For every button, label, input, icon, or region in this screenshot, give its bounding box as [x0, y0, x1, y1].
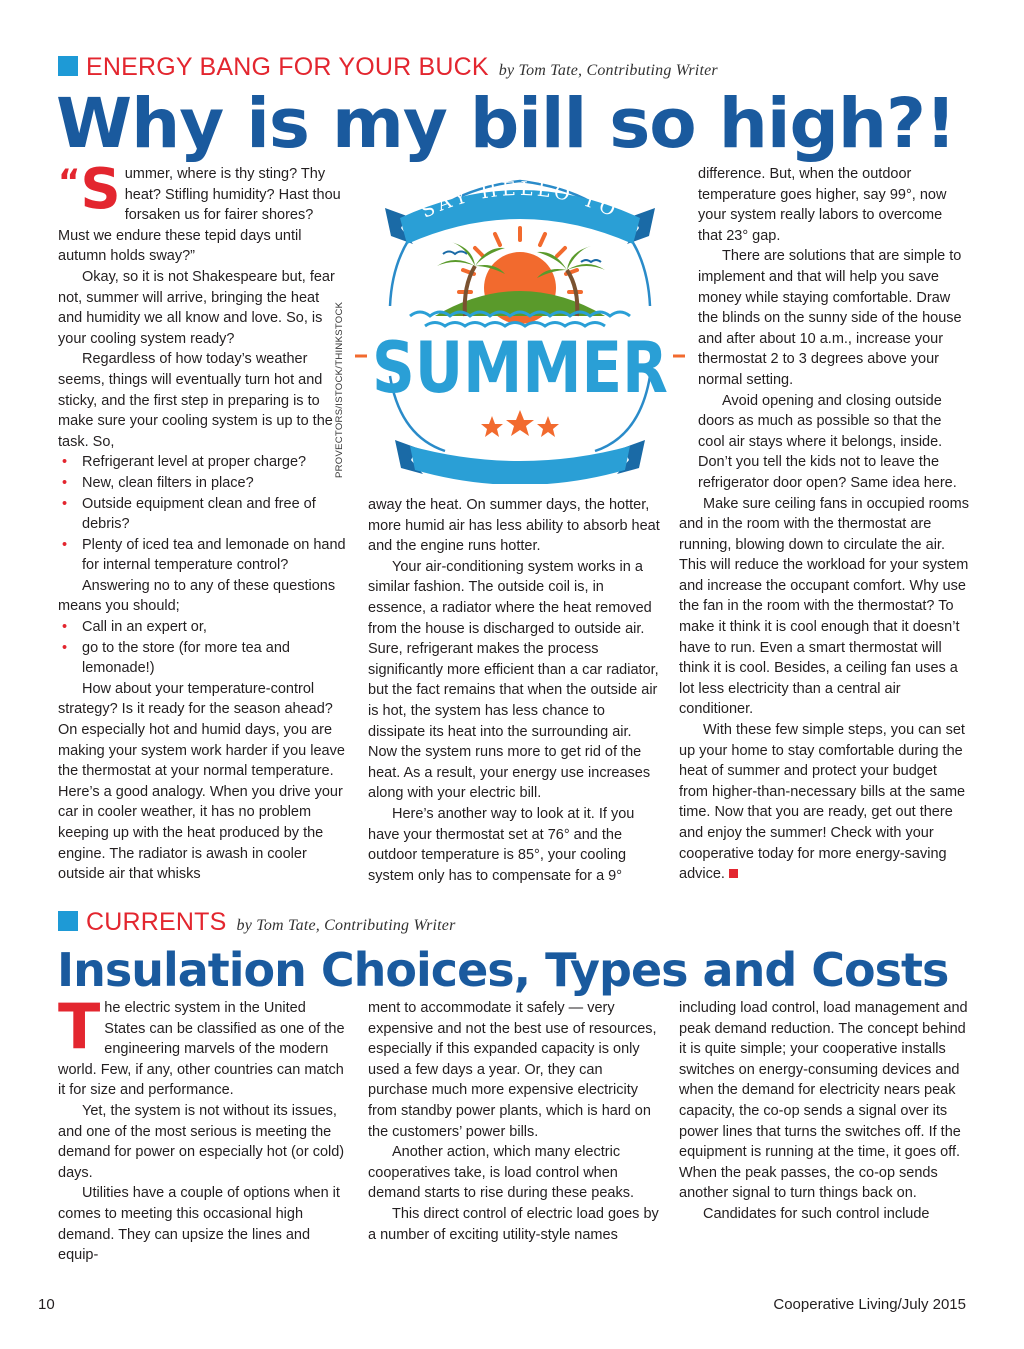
article2-dropcap: T [58, 990, 101, 1063]
article1-dropcap: “S [58, 157, 121, 222]
article2-paragraph: Utilities have a couple of options when it comes to meeting this occasional high demand. They can upsize the lines and equip- [58, 1185, 340, 1264]
stars-icon [481, 410, 559, 437]
page-number: 10 [38, 1296, 55, 1313]
article1-paragraph: Make sure ceiling fans in occupied rooms and in the room with the thermostat are running, blowing down to circulate the air. This will reduce the workload for your system and increase the occupant comfort. Why use the fan in the room with the thermostat? To make it think it is cool enough that it doesn’t have to run. Even a smart thermostat will think it is cool. Besides, a ceiling fan uses a lot less electricity than a central air conditioner. [679, 495, 969, 718]
article2-paragraph: Another action, which many electric cooperatives take, is load control when demand starts to rise during these peaks. [368, 1144, 634, 1202]
bird-icon [443, 252, 467, 255]
article2-paragraph: ment to accommodate it safely — very expensive and not the best use of resources, especially if this expanded capacity is only used a few days a year. Or, they can purchase much more expensive electricity from standby power plants, which is hard on the customers’ power bills. [368, 1000, 657, 1140]
article2-headline: Insulation Choices, Types and Costs [57, 943, 949, 997]
article1-paragraph: Regardless of how today’s weather seems, things will eventually turn hot and sticky, and the first step in preparing is to make sure your cooling system is up to the task. So, [58, 351, 333, 450]
article2-column-3 [679, 998, 969, 1225]
article2-paragraph: Candidates for such control include [703, 1205, 930, 1222]
list-item: • New, clean filters in place? [58, 473, 346, 494]
article1-kicker [58, 53, 718, 82]
list-item: • go to the store (for more tea and lemonade!) [58, 638, 346, 679]
say-hello-to-summer-illustration [355, 166, 685, 484]
article1-paragraph: Answering no to any of these questions means you should; [58, 577, 336, 615]
article1-paragraph: Okay, so it is not Shakespeare but, fear not, summer will arrive, bringing the heat and humidity we all know and love. So, is your cooling system ready? [58, 268, 335, 347]
end-mark-icon [729, 869, 738, 878]
section-square-icon [58, 911, 78, 931]
list-item: • Outside equipment clean and free of debris? [58, 494, 346, 535]
article1-intro-paragraph: “S ummer, where is thy sting? Thy heat? Stifling humidity? Hast thou forsaken us for fairer shores? Must we endure these tepid days until autumn holds sway?” [58, 157, 341, 265]
article2-kicker [58, 908, 456, 937]
article1-byline: by Tom Tate, Contributing Writer [498, 62, 718, 79]
article1-paragraph: How about your temperature-control strategy? Is it ready for the season ahead? On especially hot and humid days, you are making your system work harder if you leave the thermostat at your normal temperature. Here’s a good analogy. When you drive your car in cooler weather, it has no problem keeping up with the heat produced by the engine. The radiator is awash in cooler outside air that whisks [58, 680, 345, 883]
article1-paragraph: Your air-conditioning system works in a similar fashion. The outside coil is, in essence, a radiator where the heat removed from the house is discharged to outside air. Sure, refrigerant makes the process significantly more efficient than a car radiator, but the fact remains that when the outside air is hot, the system has less chance to dissipate its heat into the surrounding air. Now the system runs more to get rid of the heat. As a result, your energy use increases along with your electric bill. [368, 558, 659, 802]
bird-icon [581, 260, 601, 262]
article1-checklist [58, 452, 346, 576]
article1-column-1 [58, 157, 346, 885]
article1-paragraph: There are solutions that are simple to implement and that will help you save money while staying comfortable. Draw the blinds on the sunny side of the house and after about 10 a.m., increase your thermostat 2 to 3 degrees above your normal setting. [698, 248, 962, 388]
bottom-banner [410, 446, 630, 484]
article1-paragraph: away the heat. On summer days, the hotter, more humid air has less ability to absorb heat and the engine runs hotter. [368, 497, 660, 555]
article1-paragraph: Here’s another way to look at it. If you have your thermostat set at 76° and the outdoor temperature is 85°, your cooling system only has to compensate for a 9° [368, 805, 635, 884]
list-item: • Refrigerant level at proper charge? [58, 452, 346, 473]
image-credit: PROVECTORS/ISTOCK/THINKSTOCK [334, 301, 345, 478]
list-item: • Plenty of iced tea and lemonade on hand for internal temperature control? [58, 535, 346, 576]
article1-paragraph: Avoid opening and closing outside doors as much as possible so that the cool air stays where it belongs, inside. Don’t you tell the kids not to leave the refrigerator door open? Same idea here. [698, 392, 957, 491]
article2-paragraph: including load control, load management and peak demand reduction. The concept behind it is quite simple; your cooperative installs switches on energy-consuming devices and when the demand for electricity nears peak capacity, the co-op sends a signal over its power lines that turns the switches off. If the equipment is running at the time, it goes off. When the peak passes, the co-op sends another signal to turn things back on. [679, 1000, 968, 1202]
article1-action-list [58, 617, 346, 679]
article2-section-label: CURRENTS [86, 908, 227, 936]
article1-headline: Why is my bill so high?! [56, 84, 956, 164]
article2-column-1 [58, 990, 346, 1266]
article1-column-3 [679, 164, 969, 885]
section-square-icon [58, 56, 78, 76]
article2-paragraph: This direct control of electric load goes by a number of exciting utility-style names [368, 1205, 659, 1243]
list-item: • Call in an expert or, [58, 617, 346, 638]
article2-paragraph: Yet, the system is not without its issues, and one of the most serious is meeting the demand for power on especially hot (or cold) days. [58, 1102, 345, 1181]
article1-column-2 [368, 495, 660, 886]
summer-word: SUMMER [372, 327, 668, 409]
article2-intro-paragraph: The electric system in the United States can be classified as one of the engineering marvels of the modern world. Few, if any, other countries can match it for size and performance. [58, 990, 345, 1099]
article1-closing-paragraph: With these few simple steps, you can set up your home to stay comfortable during the heat of summer and protect your budget from higher-than-necessary bills at the same time. Now that you are ready, get out there and enjoy the summer! Check with your cooperative today for more energy-saving advice. [679, 722, 966, 883]
wave-line [425, 323, 605, 327]
article1-paragraph: difference. But, when the outdoor temperature goes higher, say 99°, now your system really labors to overcome that 23° gap. [698, 166, 947, 244]
banner-text: SAY HELLO TO [417, 177, 623, 223]
publication-footer: Cooperative Living/July 2015 [773, 1296, 966, 1313]
article2-byline: by Tom Tate, Contributing Writer [236, 917, 456, 934]
article1-section-label: ENERGY BANG FOR YOUR BUCK [86, 53, 489, 81]
article2-column-2 [368, 998, 660, 1245]
